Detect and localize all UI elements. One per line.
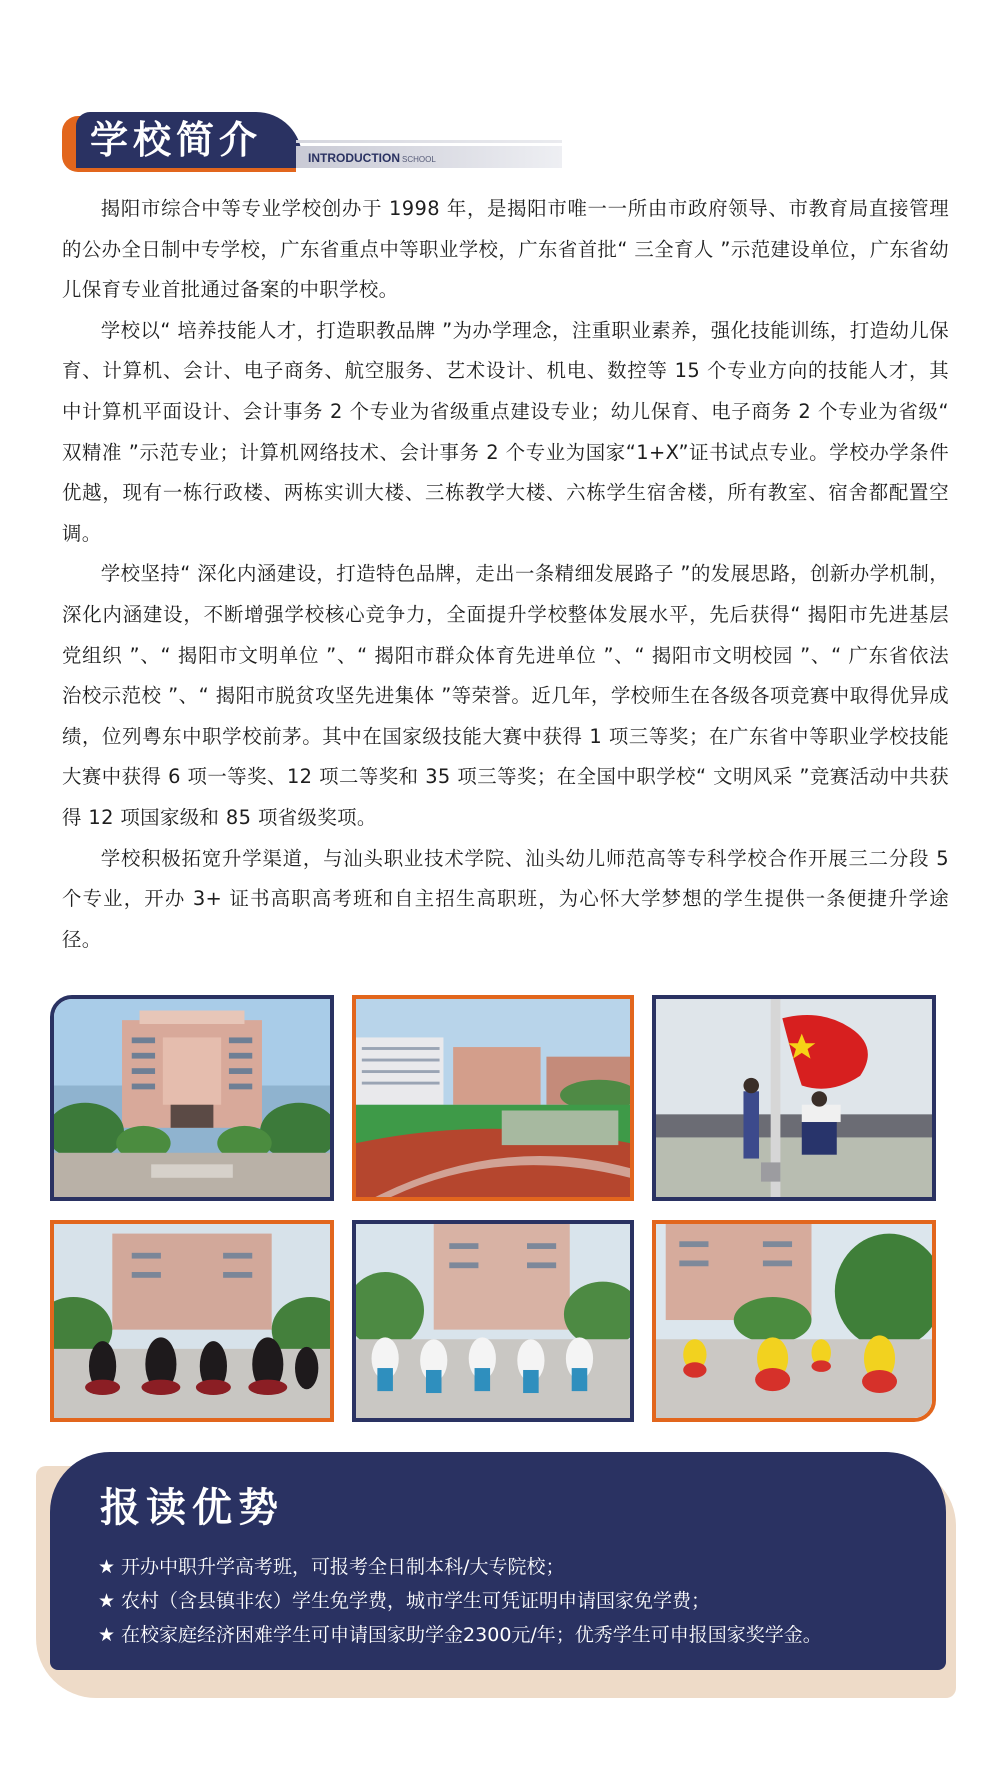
photo-fan-dance xyxy=(652,1220,936,1422)
advantages-list xyxy=(98,1550,822,1652)
section-header xyxy=(62,112,562,174)
intro-paragraph: 学校坚持“ 深化内涵建设，打造特色品牌，走出一条精细发展路子 ”的发展思路，创新办学机制，深化内涵建设，不断增强学校核心竞争力，全面提升学校整体发展水平，先后获得“ 揭阳市先进基层党组织 ”、“ 揭阳市文明单位 ”、“ 揭阳市群众体育先进单位 ”、“ 揭阳市文明校园 ”、“ 广东省依法治校示范校 ”、“ 揭阳市脱贫攻坚先进集体 ”等荣誉。近几年，学校师生在各级各项竞赛中取得优异成绩，位列粤东中职学校前茅。其中在国家级技能大赛中获得 1 项三等奖；在广东省中等职业学校技能大赛中获得 6 项一等奖、12 项二等奖和 35 项三等奖；在全国中职学校“ 文明风采 ”竞赛活动中共获得 12 项国家级和 85 项省级奖项。 xyxy=(62,562,949,829)
star-icon: ★ xyxy=(98,1590,116,1612)
section-subtitle xyxy=(308,148,436,168)
advantage-text: 开办中职升学高考班，可报考全日制本科/大专院校； xyxy=(121,1556,565,1578)
intro-paragraph: 揭阳市综合中等专业学校创办于 1998 年，是揭阳市唯一一所由市政府领导、市教育局直接管理的公办全日制中专学校，广东省重点中等职业学校，广东省首批“ 三全育人 ”示范建设单位，广东省幼儿保育专业首批通过备案的中职学校。 xyxy=(62,197,949,302)
advantage-item xyxy=(98,1550,822,1584)
intro-paragraph: 学校积极拓宽升学渠道，与汕头职业技术学院、汕头幼儿师范高等专科学校合作开展三二分段 5 个专业，开办 3+ 证书高职高考班和自主招生高职班，为心怀大学梦想的学生提供一条便捷升学途径。 xyxy=(62,846,949,951)
advantage-text: 农村（含县镇非农）学生免学费，城市学生可凭证明申请国家免学费； xyxy=(121,1590,711,1612)
intro-paragraph: 学校以“ 培养技能人才，打造职教品牌 ”为办学理念，注重职业素养，强化技能训练，打造幼儿保育、计算机、会计、电子商务、航空服务、艺术设计、机电、数控等 15 个专业方向的技能人才，其中计算机平面设计、会计事务 2 个专业为省级重点建设专业；幼儿保育、电子商务 2 个专业为省级“ 双精准 ”示范专业；计算机网络技术、会计事务 2 个专业为国家“1+X”证书试点专业。学校办学条件优越，现有一栋行政楼、两栋实训大楼、三栋教学大楼、六栋学生宿舍楼，所有教室、宿舍都配置空调。 xyxy=(62,318,949,545)
advantage-item xyxy=(98,1584,822,1618)
photo-ethnic-dance xyxy=(352,1220,634,1422)
subtitle-small: SCHOOL xyxy=(402,155,436,164)
intro-text xyxy=(62,189,949,960)
star-icon: ★ xyxy=(98,1624,116,1646)
advantage-text: 在校家庭经济困难学生可申请国家助学金2300元/年；优秀学生可申报国家奖学金。 xyxy=(121,1624,822,1646)
subtitle-main: INTRODUCTION xyxy=(308,151,400,165)
advantage-item xyxy=(98,1618,822,1652)
advantages-title: 报读优势 xyxy=(100,1485,284,1531)
advantages-panel xyxy=(50,1452,946,1670)
photo-main-building xyxy=(50,995,334,1201)
star-icon: ★ xyxy=(98,1556,116,1578)
photo-sports-field xyxy=(352,995,634,1201)
photo-flag-raising xyxy=(652,995,936,1201)
photo-dance-performance xyxy=(50,1220,334,1422)
section-title: 学校简介 xyxy=(90,118,263,162)
header-decor-line xyxy=(296,140,562,143)
